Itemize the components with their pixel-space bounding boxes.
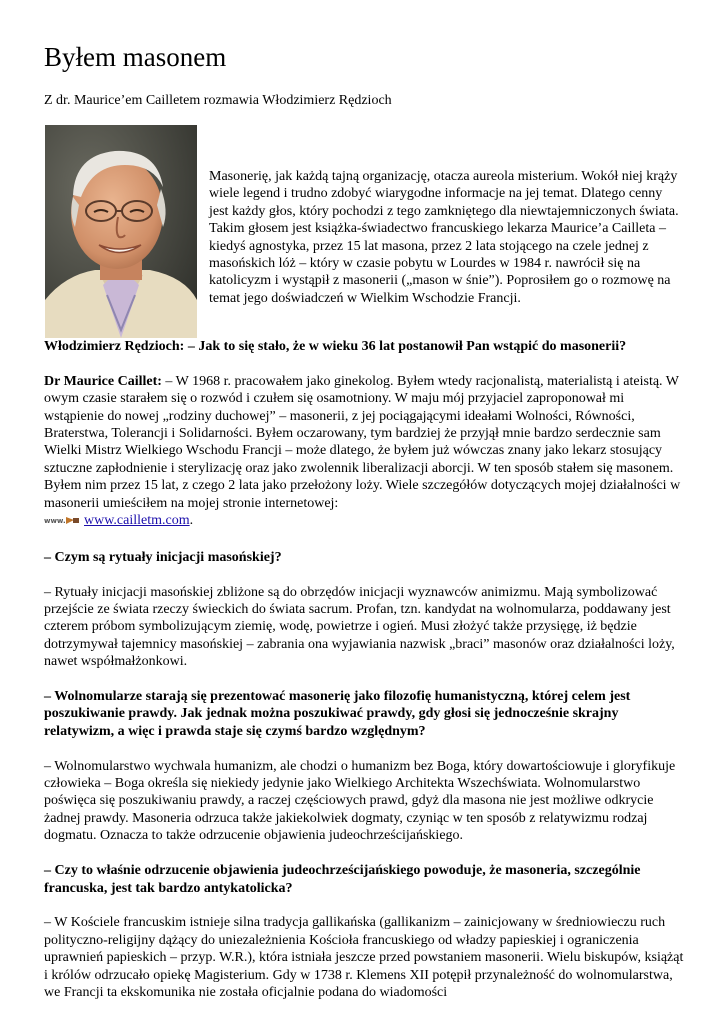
- link-period: .: [189, 513, 194, 529]
- answer-1-text: – W 1968 r. pracowałem jako ginekolog. Byłem wtedy racjonalistą, materialistą i ateistą. W owym czasie starałem się o rozwód i czułem się osamotniony. W maju mój przyjaciel zaproponował mi wstąpienie do nowej „rodziny duchowej” – masonerii, z jej pociągającymi ideałami Wolności, Równości, Braterstwa, Tolerancji i Solidarności. Byłem oczarowany, tym bardziej że przyjął mnie bardzo serdecznie sam Wielki Mistrz Wielkiego Wschodu Francji – może dlatego, że byłem już wówczas znany jako lekarz stosujący sztuczne zapłodnienie i sterylizację oraz jako zwolennik liberalizacji aborcji. W ten sposób stałem się masonem. Byłem nim przez 15 lat, z czego 2 lata jako przełożony loży. Wiele szczegółów dotyczących mojej działalności w masonerii umieściłem na mojej stronie internetowej:: [44, 373, 681, 511]
- svg-text:www.: www.: [44, 517, 66, 526]
- answer-2: – Rytuały inicjacji masońskiej zbliżone są do obrzędów inicjacji wyznawców animizmu. Mają symbolizować przejście ze świata rzeczy świeckich do świata sacrum. Profan, tzn. kandydat na wolnomularza, poddawany jest czterem próbom symbolizującym ziemię, wodę, powietrze i ogień. Musi złożyć także przysięgę, iż będzie dotrzymywał tajemnicy masońskiej – zabrania ona wyjawiania nazwisk „braci” masonów oraz działalności loży, nawet współmałżonkowi.: [44, 584, 675, 670]
- speaker-name: Dr Maurice Caillet:: [44, 373, 162, 389]
- article-subtitle: Z dr. Maurice’em Cailletem rozmawia Włodzimierz Rędzioch: [44, 93, 392, 108]
- question-4: – Czy to właśnie odrzucenie objawienia judeochrześcijańskiego powoduje, że masoneria, szczególnie francuska, jest tak bardzo antykatolicka?: [44, 863, 641, 896]
- answer-1: [44, 373, 684, 532]
- website-link[interactable]: www.cailletm.com: [84, 513, 190, 529]
- question-2: – Czym są rytuały inicjacji masońskiej?: [44, 549, 282, 565]
- article-title: Byłem masonem: [44, 42, 227, 72]
- answer-3: – Wolnomularstwo wychwala humanizm, ale chodzi o humanizm bez Boga, który dowartościowuje i gloryfikuje człowieka – Boga określa się niekiedy jedynie jako Wielkiego Architekta Wszechświata. Wolnomularstwo poświęca się poszukiwaniu prawdy, a raczej częściowych prawd, gdyż dla masona nie jest możliwe odkrycie żadnej prawdy. Masoneria odrzuca także jakiekolwiek dogmaty, czyniąc w ten sposób z relatywizmu rodzaj dogmatu. Oznacza to także odrzucenie objawienia judeochrześcijańskiego.: [44, 758, 676, 844]
- question-3: – Wolnomularze starają się prezentować masonerię jako filozofię humanistyczną, której celem jest poszukiwanie prawdy. Jak jednak można poszukiwać prawdy, gdy głosi się jednocześnie skrajny relatywizm, a więc i prawda staje się czymś bardzo względnym?: [44, 689, 631, 739]
- intro-paragraph: Masonerię, jak każdą tajną organizację, otacza aureola misterium. Wokół niej krąży wiele legend i trudno zdobyć wiarygodne informacje na jej temat. Dlatego cenny jest każdy głos, który pochodzi z tego zamkniętego dla niewtajemniczonych świata. Takim głosem jest książka-świadectwo francuskiego lekarza Maurice’a Cailleta – kiedyś agnostyka, przez 15 lat masona, przez 2 lata stojącego na czele jednej z masońskich lóż – który w czasie pobytu w Lourdes w 1984 r. nawrócił się na katolicyzm i wystąpił z masonerii („mason w śnie”). Poprosiłem go o rozmowę na temat jego doświadczeń w Wielkim Wschodzie Francji.: [209, 169, 679, 306]
- interview-body: [44, 338, 684, 1019]
- question-1: Włodzimierz Rędzioch: – Jak to się stało, że w wieku 36 lat postanowił Pan wstąpić do masonerii?: [44, 339, 627, 354]
- portrait-photo: [45, 125, 197, 338]
- answer-4: – W Kościele francuskim istnieje silna tradycja gallikańska (gallikanizm – zainicjowany w średniowieczu ruch polityczno-religijny dążący do uniezależnienia Kościoła francuskiego od władzy papieskiej i ograniczenia uprawnień papieskich – przyp. W.R.), która istniała jeszcze przed powstaniem masonerii. Wielu biskupów, książąt i królów odrzucało opiekę Magisterium. Gdy w 1738 r. Klemens XII potępił przynależność do wolnomularstwa, we Francji ta ekskomunika nie została oficjalnie podana do wiadomości: [44, 915, 684, 1000]
- www-icon: [44, 514, 80, 531]
